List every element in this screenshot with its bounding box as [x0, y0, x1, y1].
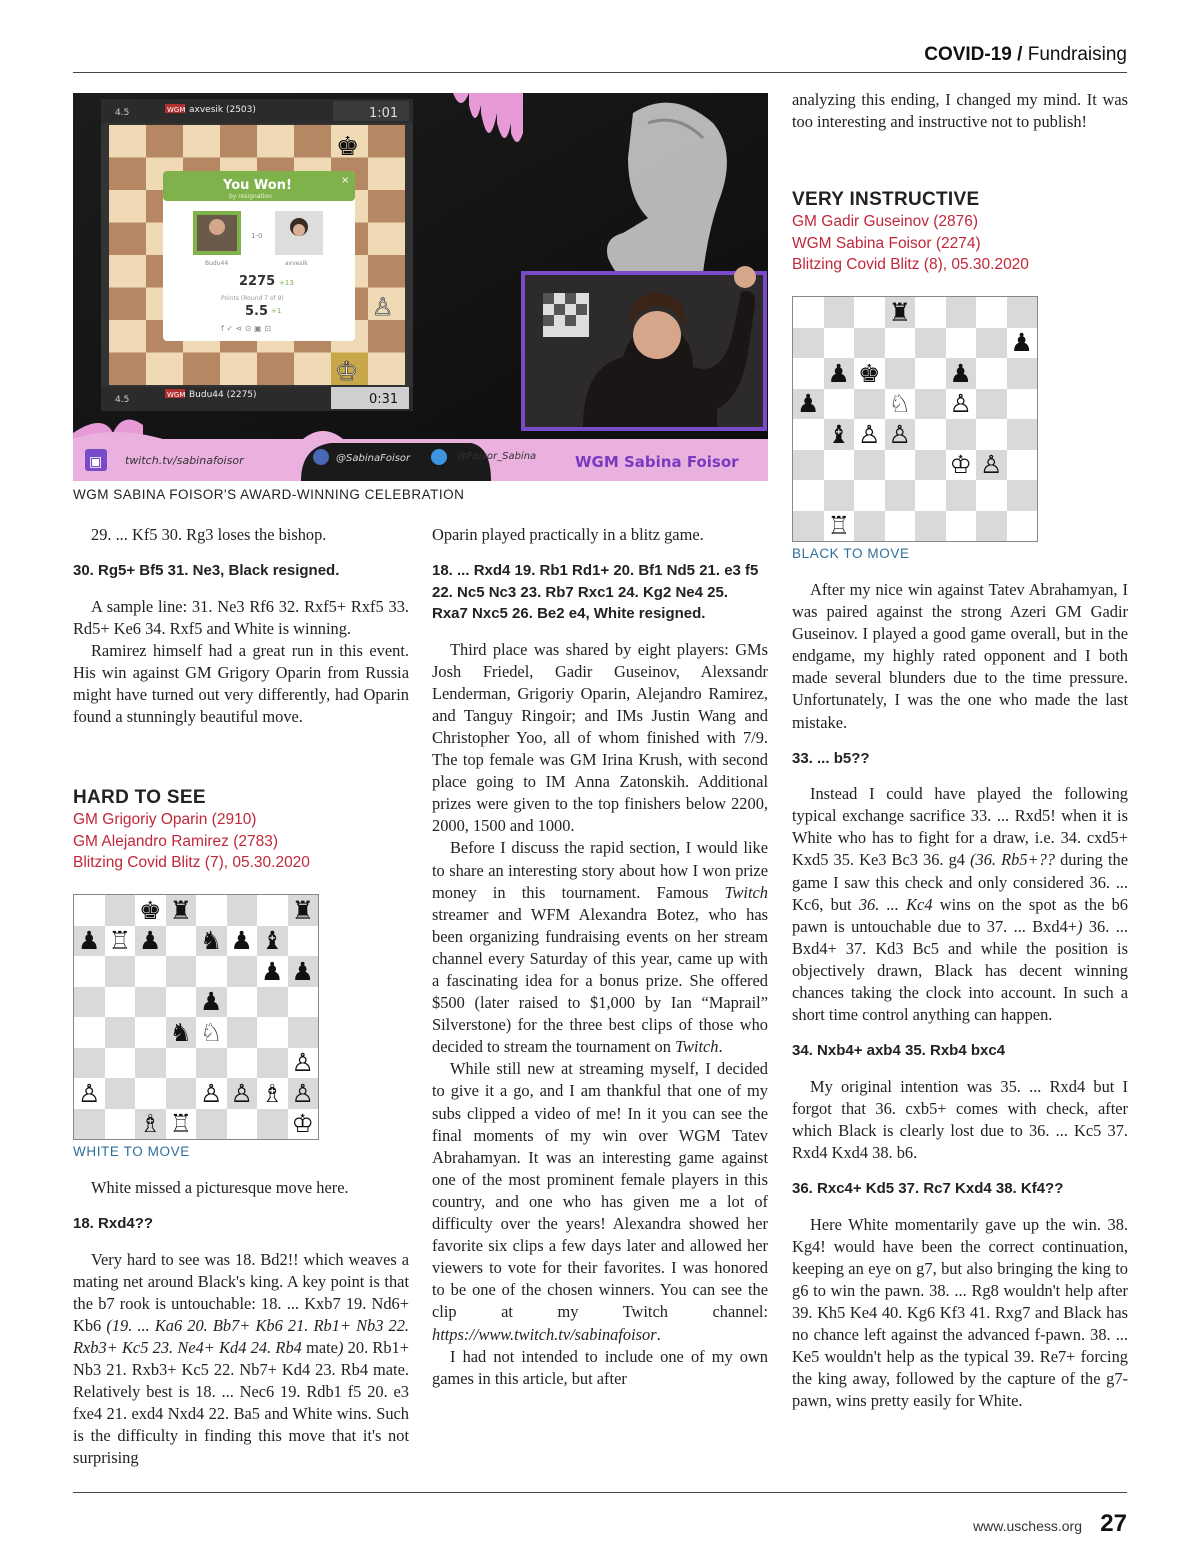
header-separator: / — [1017, 44, 1023, 65]
board-square — [135, 987, 166, 1018]
section-heading: HARD TO SEE — [73, 787, 206, 808]
board-square — [885, 450, 916, 481]
chess-piece: ♚ — [139, 895, 162, 925]
board-square — [196, 1078, 227, 1109]
board-square — [824, 419, 855, 450]
board-square — [288, 895, 319, 926]
board-square — [135, 926, 166, 957]
chess-diagram-1 — [73, 894, 319, 1140]
chess-piece: ♖ — [108, 926, 131, 956]
chess-diagram-2 — [792, 296, 1038, 542]
board-square — [74, 956, 105, 987]
board-square — [915, 358, 946, 389]
chess-piece: ♗ — [139, 1109, 162, 1139]
col3-text: After my nice win against Tatev Abrahamyan, I was paired against the strong Azeri GM Gadir Guseinov. I played a good game overall, but in the endgame, my highly rated opponent and I both made several blunders due to the time pressure. Unfortunately, I was the one who made the last mistake. — [792, 580, 1128, 732]
board-square — [196, 1048, 227, 1079]
board-square — [288, 926, 319, 957]
board-square — [196, 956, 227, 987]
col1-move: 30. Rg5+ Bf5 31. Ne3, Black resigned. — [73, 562, 340, 580]
svg-text:axvesik (2503): axvesik (2503) — [189, 105, 256, 115]
board-square — [288, 1109, 319, 1140]
header-section: COVID-19 — [924, 44, 1012, 65]
board-square — [166, 956, 197, 987]
col1-text: Ramirez himself had a great run in this event. His win against GM Grigory Oparin from Russia might have turned out very differently, had Oparin found a stunningly beautiful move. — [73, 640, 409, 727]
board-square — [793, 419, 824, 450]
svg-text:♚: ♚ — [336, 132, 360, 162]
chess-piece: ♖ — [169, 1109, 192, 1139]
chess-piece: ♜ — [888, 297, 911, 327]
chess-piece: ♙ — [858, 419, 881, 449]
chess-piece: ♟ — [200, 987, 223, 1017]
col1-move: 18. Rxd4?? — [73, 1215, 154, 1233]
board-square — [976, 297, 1007, 328]
chess-piece: ♟ — [827, 358, 850, 388]
board-square — [793, 297, 824, 328]
svg-text:@Foisor_Sabina: @Foisor_Sabina — [457, 451, 537, 462]
board-square — [885, 297, 916, 328]
board-square — [257, 1078, 288, 1109]
board-square — [946, 297, 977, 328]
footer-url[interactable]: www.uschess.org — [973, 1518, 1082, 1534]
col3-text: My original intention was 35. ... Rxd4 but I forgot that 36. cxb5+ comes with check, after which Black is clearly lost due to 36. ... Kc5 37. Rxd4 Kxd4 38. b6. — [792, 1076, 1128, 1162]
board-square — [793, 480, 824, 511]
chess-piece: ♗ — [261, 1078, 284, 1108]
chess-piece: ♙ — [200, 1078, 223, 1108]
board-square — [793, 389, 824, 420]
col2-text: While still new at streaming myself, I decided to give it a go, and I am thankful that one of my subs clipped a video of me! In it you can see the final moments of my win over WGM Tatev Abrahamyan. It was an interesting game against one of the most prominent female players in this country, and one who has given me a lot of difficulty over the years! Alexandra showed her favorite six clips a few days later and allowed her viewers to vote for their favorites. I was honored to be one of the chosen winners. You can see the clip at my Twitch channel: https://www.twitch.tv/sabinafoisor. — [432, 1059, 768, 1344]
section-heading: VERY INSTRUCTIVE — [792, 189, 980, 210]
board-square — [166, 895, 197, 926]
stream-screenshot — [73, 93, 768, 481]
board-square — [946, 450, 977, 481]
board-square — [196, 1017, 227, 1048]
col2-move: 18. ... Rxd4 19. Rb1 Rd1+ 20. Bf1 Nd5 21. e3 f5 22. Nc5 Nc3 23. Rb7 Rxc1 24. Kg2 Ne4 25. Rxa7 Nxc5 26. Be2 e4, White resigned. — [432, 562, 759, 623]
svg-text:WGM: WGM — [167, 391, 186, 399]
board-square — [854, 328, 885, 359]
col3-move: 34. Nxb4+ axb4 35. Rxb4 bxc4 — [792, 1042, 1006, 1060]
stream-scene — [73, 93, 768, 481]
board-square — [257, 1017, 288, 1048]
svg-text:+1: +1 — [271, 307, 282, 315]
board-square — [135, 956, 166, 987]
board-square — [227, 926, 258, 957]
svg-text:2275: 2275 — [239, 274, 276, 289]
col1-text: White missed a picturesque move here. — [91, 1178, 349, 1197]
svg-text:WGM Sabina Foisor: WGM Sabina Foisor — [575, 453, 739, 471]
board-square — [854, 450, 885, 481]
board-square — [946, 480, 977, 511]
board-square — [257, 895, 288, 926]
chess-piece: ♟ — [261, 956, 284, 986]
board-square — [854, 480, 885, 511]
white-player: GM Grigoriy Oparin (2910) — [73, 811, 257, 828]
board-square — [166, 1109, 197, 1140]
board-square — [105, 926, 136, 957]
chess-piece: ♔ — [949, 450, 972, 480]
board-square — [885, 358, 916, 389]
board-square — [196, 987, 227, 1018]
board-square — [135, 895, 166, 926]
board-square — [824, 450, 855, 481]
column-3 — [792, 579, 1128, 1412]
board-square — [105, 987, 136, 1018]
board-square — [166, 1078, 197, 1109]
twitch-link[interactable]: https://www.twitch.tv/sabinafoisor — [432, 1324, 657, 1344]
svg-text:Budu44: Budu44 — [205, 260, 229, 267]
chess-piece: ♞ — [200, 926, 223, 956]
board-square — [793, 328, 824, 359]
board-square — [1007, 419, 1038, 450]
svg-text:0:31: 0:31 — [369, 392, 399, 407]
svg-text:+13: +13 — [279, 279, 294, 287]
white-player: GM Gadir Guseinov (2876) — [792, 213, 979, 230]
board-square — [915, 511, 946, 542]
header-subsection: Fundraising — [1027, 44, 1127, 65]
board-square — [1007, 480, 1038, 511]
col3-move: 33. ... b5?? — [792, 749, 870, 767]
svg-text:Budu44 (2275): Budu44 (2275) — [189, 390, 257, 400]
footer-rule — [73, 1492, 1127, 1493]
chess-piece: ♝ — [827, 419, 850, 449]
board-square — [196, 926, 227, 957]
chess-piece: ♙ — [291, 1078, 314, 1108]
board-square — [885, 419, 916, 450]
board-square — [976, 358, 1007, 389]
svg-text:by resignation: by resignation — [229, 193, 272, 200]
chess-piece: ♙ — [888, 419, 911, 449]
board-square — [257, 926, 288, 957]
board-square — [885, 511, 916, 542]
svg-text:5.5: 5.5 — [245, 304, 269, 319]
board-square — [74, 987, 105, 1018]
board-square — [824, 328, 855, 359]
event-line: Blitzing Covid Blitz (8), 05.30.2020 — [792, 256, 1029, 274]
running-header — [924, 44, 1127, 66]
board-square — [793, 358, 824, 389]
svg-text:@SabinaFoisor: @SabinaFoisor — [336, 453, 411, 464]
board-square — [1007, 358, 1038, 389]
board-square — [793, 511, 824, 542]
board-square — [227, 1109, 258, 1140]
board-square — [105, 1109, 136, 1140]
board-square — [166, 987, 197, 1018]
board-square — [946, 328, 977, 359]
board-square — [227, 1017, 258, 1048]
board-square — [854, 389, 885, 420]
board-square — [227, 956, 258, 987]
board-square — [824, 297, 855, 328]
board-square — [257, 987, 288, 1018]
board-square — [885, 480, 916, 511]
board-square — [105, 1048, 136, 1079]
board-square — [915, 450, 946, 481]
board-square — [946, 389, 977, 420]
col1-text: A sample line: 31. Ne3 Rf6 32. Rxf5+ Rxf5 33. Rd5+ Ke6 34. Rxf5 and White is winning. — [73, 596, 409, 638]
board-square — [976, 328, 1007, 359]
top-move-num: 4.5 — [115, 108, 130, 118]
svg-text:WGM: WGM — [167, 106, 186, 114]
col3-text: analyzing this ending, I changed my mind. It was too interesting and instructive not to publish! — [792, 90, 1128, 132]
board-square — [915, 480, 946, 511]
chess-piece: ♙ — [291, 1048, 314, 1078]
board-square — [946, 511, 977, 542]
board-square — [915, 328, 946, 359]
board-square — [1007, 328, 1038, 359]
svg-text:axvesik: axvesik — [285, 260, 308, 267]
board-square — [227, 1048, 258, 1079]
board-square — [227, 987, 258, 1018]
svg-text:1-0: 1-0 — [251, 232, 263, 240]
chess-piece: ♝ — [261, 926, 284, 956]
board-square — [976, 480, 1007, 511]
board-square — [105, 895, 136, 926]
board-square — [824, 511, 855, 542]
chess-piece: ♙ — [230, 1078, 253, 1108]
board-square — [74, 895, 105, 926]
game-header-2 — [792, 189, 1128, 276]
chess-piece: ♟ — [291, 956, 314, 986]
page-number: 27 — [1100, 1510, 1127, 1537]
chess-piece: ♚ — [858, 358, 881, 388]
black-player: GM Alejandro Ramirez (2783) — [73, 832, 279, 850]
board-square — [915, 419, 946, 450]
board-square — [135, 1109, 166, 1140]
svg-text:You Won!: You Won! — [223, 178, 292, 193]
svg-text:twitch.tv/sabinafoisor: twitch.tv/sabinafoisor — [125, 454, 244, 467]
board-square — [976, 511, 1007, 542]
board-square — [976, 389, 1007, 420]
chess-piece: ♙ — [980, 450, 1003, 480]
board-square — [105, 956, 136, 987]
chess-piece: ♟ — [1010, 328, 1033, 358]
board-square — [135, 1078, 166, 1109]
board-square — [257, 956, 288, 987]
col1-text: 29. ... Kf5 30. Rg3 loses the bishop. — [91, 525, 327, 544]
photo-caption: WGM SABINA FOISOR'S AWARD-WINNING CELEBRATION — [73, 487, 465, 502]
chess-piece: ♜ — [291, 895, 314, 925]
board-square — [1007, 450, 1038, 481]
board-square — [824, 389, 855, 420]
col3-move: 36. Rxc4+ Kd5 37. Rc7 Kxd4 38. Kf4?? — [792, 1180, 1064, 1198]
col2-text: Third place was shared by eight players: GMs Josh Friedel, Gadir Guseinov, Alexsandr Lenderman, Grigoriy Oparin, Alejandro Ramirez, and Tanguy Ringoir; and IMs Justin Wang and Christopher Yoo, all of whom finished with 7/9. The top female was GM Irina Krush, with second place going to IM Anna Zatonskih. Additional prizes were given to the top finishers below 2200, 2000, 1500 and 1000. — [432, 639, 768, 836]
board-square — [1007, 511, 1038, 542]
board-square — [257, 1048, 288, 1079]
column-3-top — [792, 89, 1128, 133]
chess-piece: ♘ — [200, 1017, 223, 1047]
board-square — [793, 450, 824, 481]
board-square — [854, 511, 885, 542]
board-square — [915, 389, 946, 420]
board-square — [105, 1017, 136, 1048]
board-square — [196, 1109, 227, 1140]
diagram-caption: BLACK TO MOVE — [792, 546, 910, 561]
col2-text: Oparin played practically in a blitz game. — [432, 525, 704, 544]
col3-text: Instead I could have played the following typical exchange sacrifice 33. ... Rxd5! when it is White who has to fight for a draw, i.e. 34. cxd5+ Kxd5 35. Ke3 Bc3 36. g4 (36. Rb5+?? during the game I saw this check and only considered 36. ... Kc6, but 36. ... Kc4 wins on the spot as the b6 pawn is untouchable due to 37. ... Bxd4+) 36. ... Bxd4+ 37. Kd3 Bc5 and while the position is objectively drawn, Black has decent winning chances taking the clock into account. In such a short time control anything can happen. — [792, 784, 1129, 1025]
svg-text:f ✓ ⋖ ⊙ ▣ ⊡: f ✓ ⋖ ⊙ ▣ ⊡ — [221, 324, 271, 333]
column-2 — [432, 524, 768, 1390]
chess-piece: ♟ — [230, 926, 253, 956]
board-square — [196, 895, 227, 926]
board-square — [1007, 297, 1038, 328]
svg-text:Points (Round 7 of 9): Points (Round 7 of 9) — [221, 295, 284, 302]
board-square — [288, 1078, 319, 1109]
board-square — [885, 328, 916, 359]
black-player: WGM Sabina Foisor (2274) — [792, 234, 981, 252]
board-square — [885, 389, 916, 420]
svg-text:♔: ♔ — [335, 357, 359, 387]
header-rule — [73, 72, 1127, 73]
event-line: Blitzing Covid Blitz (7), 05.30.2020 — [73, 854, 310, 872]
chess-piece: ♟ — [949, 358, 972, 388]
chess-piece: ♙ — [949, 389, 972, 419]
board-square — [74, 1017, 105, 1048]
board-square — [257, 1109, 288, 1140]
board-square — [976, 419, 1007, 450]
col2-text: Before I discuss the rapid section, I would like to share an interesting story about how I won prize money in this tournament. Famous Twitch streamer and WFM Alexandra Botez, who has been organizing fundraising events on her stream channel every Saturday of this year, came up with a fascinating idea for a bonus prize. She offered $500 (later raised to $1,000 by Ian “Maprail” Silverstone) for the three best clips of those who decided to stream the tournament on Twitch. — [432, 838, 768, 1057]
board-square — [288, 956, 319, 987]
chess-piece: ♟ — [139, 926, 162, 956]
board-square — [135, 1017, 166, 1048]
svg-text:×: × — [341, 175, 350, 186]
board-square — [74, 926, 105, 957]
board-square — [166, 926, 197, 957]
board-square — [227, 895, 258, 926]
board-square — [915, 297, 946, 328]
svg-text:♙: ♙ — [372, 293, 394, 321]
board-square — [854, 358, 885, 389]
col1-text: Very hard to see was 18. Bd2!! which weaves a mating net around Black's king. A key point is that the b7 rook is untouchable: 18. ... Kxb7 19. Nd6+ Kb6 (19. ... Ka6 20. Bb7+ Kb6 21. Rb1+ Nb3 22. Rxb3+ Kc5 23. Ne4+ Kd4 24. Rb4 mate) 20. Rb1+ Nb3 21. Rxb3+ Kc5 22. Nb7+ Kd4 23. Rb4 mate. Relatively best is 18. ... Nec6 19. Rdb1 f5 20. e3 fxe4 21. exd4 Nxd4 22. Ba5 and White wins. Such is the difficulty in finding this move that it's not surprising — [73, 1249, 410, 1468]
chess-piece: ♙ — [78, 1078, 101, 1108]
svg-text:1:01: 1:01 — [369, 106, 399, 121]
board-square — [288, 987, 319, 1018]
board-square — [854, 297, 885, 328]
diagram-caption: WHITE TO MOVE — [73, 1144, 190, 1159]
board-square — [946, 358, 977, 389]
board-square — [74, 1078, 105, 1109]
board-square — [288, 1048, 319, 1079]
board-square — [74, 1109, 105, 1140]
board-square — [288, 1017, 319, 1048]
chess-piece: ♞ — [169, 1017, 192, 1047]
board-square — [166, 1048, 197, 1079]
chess-piece: ♟ — [78, 926, 101, 956]
chess-piece: ♔ — [291, 1109, 314, 1139]
chess-piece: ♜ — [169, 895, 192, 925]
column-1 — [73, 524, 409, 728]
board-square — [976, 450, 1007, 481]
chess-piece: ♘ — [888, 389, 911, 419]
board-square — [227, 1078, 258, 1109]
board-square — [135, 1048, 166, 1079]
chess-piece: ♖ — [827, 511, 850, 541]
board-square — [946, 419, 977, 450]
chess-piece: ♟ — [797, 389, 820, 419]
col2-text: I had not intended to include one of my own games in this article, but after — [432, 1346, 768, 1388]
board-square — [74, 1048, 105, 1079]
board-square — [854, 419, 885, 450]
board-square — [166, 1017, 197, 1048]
board-square — [824, 480, 855, 511]
board-square — [1007, 389, 1038, 420]
svg-text:4.5: 4.5 — [115, 395, 130, 405]
board-square — [824, 358, 855, 389]
game-header-1 — [73, 787, 409, 874]
board-square — [105, 1078, 136, 1109]
col3-text: Here White momentarily gave up the win. 38. Kg4! would have been the correct continuation, keeping an eye on g7, but also bringing the king to g6 to win the pawn. 38. ... Rg8 wouldn't help after 39. Kh5 Ke4 40. Kg6 Kf3 41. Rxg7 and Black has no chance left against the advanced f-pawn. 38. ... Ke5 wouldn't help as the typical 39. Re7+ forcing the king away, followed by the capture of the g7-pawn, wins pretty easily for White. — [792, 1214, 1128, 1411]
svg-text:▣: ▣ — [89, 454, 103, 470]
column-1-lower — [73, 1177, 409, 1470]
